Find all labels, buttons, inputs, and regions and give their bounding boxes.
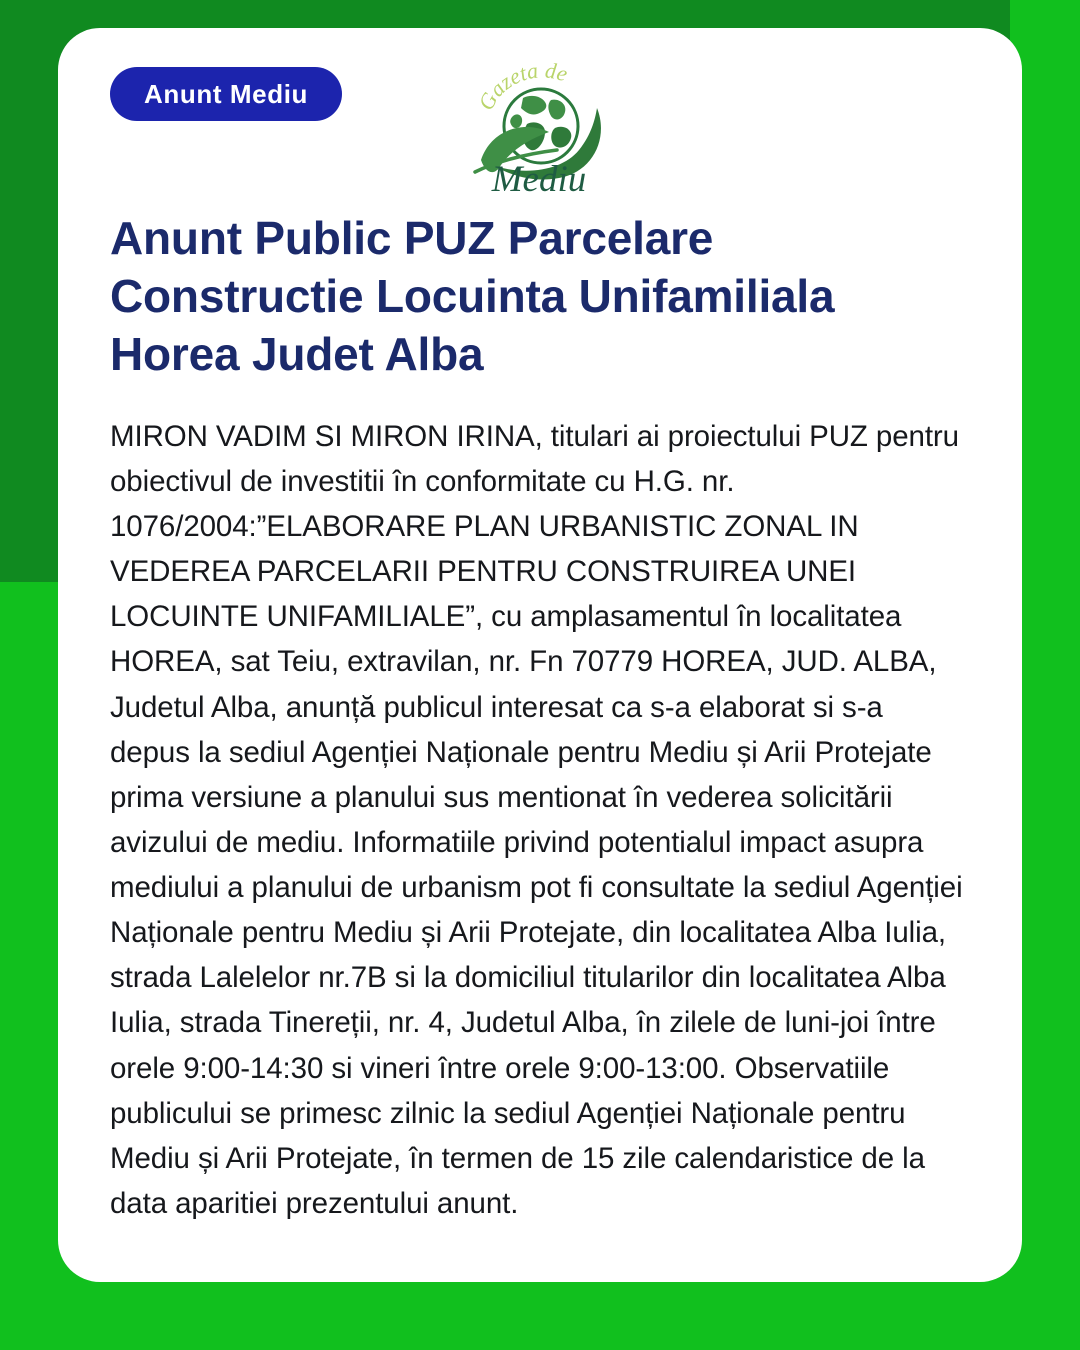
page-title: Anunt Public PUZ Parcelare Constructie Locuinta Unifamiliala Horea Judet Alba (110, 212, 835, 380)
announcement-card (58, 28, 1022, 1282)
gazeta-de-mediu-logo (465, 54, 615, 202)
logo-bottom-text: Mediu (491, 159, 587, 200)
card-content (58, 28, 1022, 1282)
category-badge[interactable]: Anunt Mediu (110, 67, 342, 121)
announcement-body: MIRON VADIM SI MIRON IRINA, titulari ai proiectului PUZ pentru obiectivul de investitii în conformitate cu H.G. nr. 1076/2004:”ELABORARE PLAN URBANISTIC ZONAL IN VEDEREA PARCELARII PENTRU CONSTRUIREA UNEI LOCUINTE UNIFAMILIALE”, cu amplasamentul în localitatea HOREA, sat Teiu, extravilan, nr. Fn 70779 HOREA, JUD. ALBA, Judetul Alba, anunță publicul interesat ca s-a elaborat si s-a depus la sediul Agenției Naționale pentru Mediu și Arii Protejate prima versiune a planului sus mentionat în vederea solicitării avizului de mediu. Informatiile privind potentialul impact asupra mediului a planului de urbanism pot fi consultate la sediul Agenției Naționale pentru Mediu și Arii Protejate, din localitatea Alba Iulia, strada Lalelelor nr.7B si la domiciliul titularilor din localitatea Alba Iulia, strada Tinereții, nr. 4, Judetul Alba, în zilele de luni-joi între orele 9:00-14:30 si vineri între orele 9:00-13:00. Observatiile publicului se primesc zilnic la sediul Agenției Naționale pentru Mediu și Arii Protejate, în termen de 15 zile calendaristice de la data aparitiei prezentului anunt. (110, 419, 963, 1220)
card-header (110, 58, 970, 204)
logo-top-text: Gazeta de (472, 57, 571, 115)
